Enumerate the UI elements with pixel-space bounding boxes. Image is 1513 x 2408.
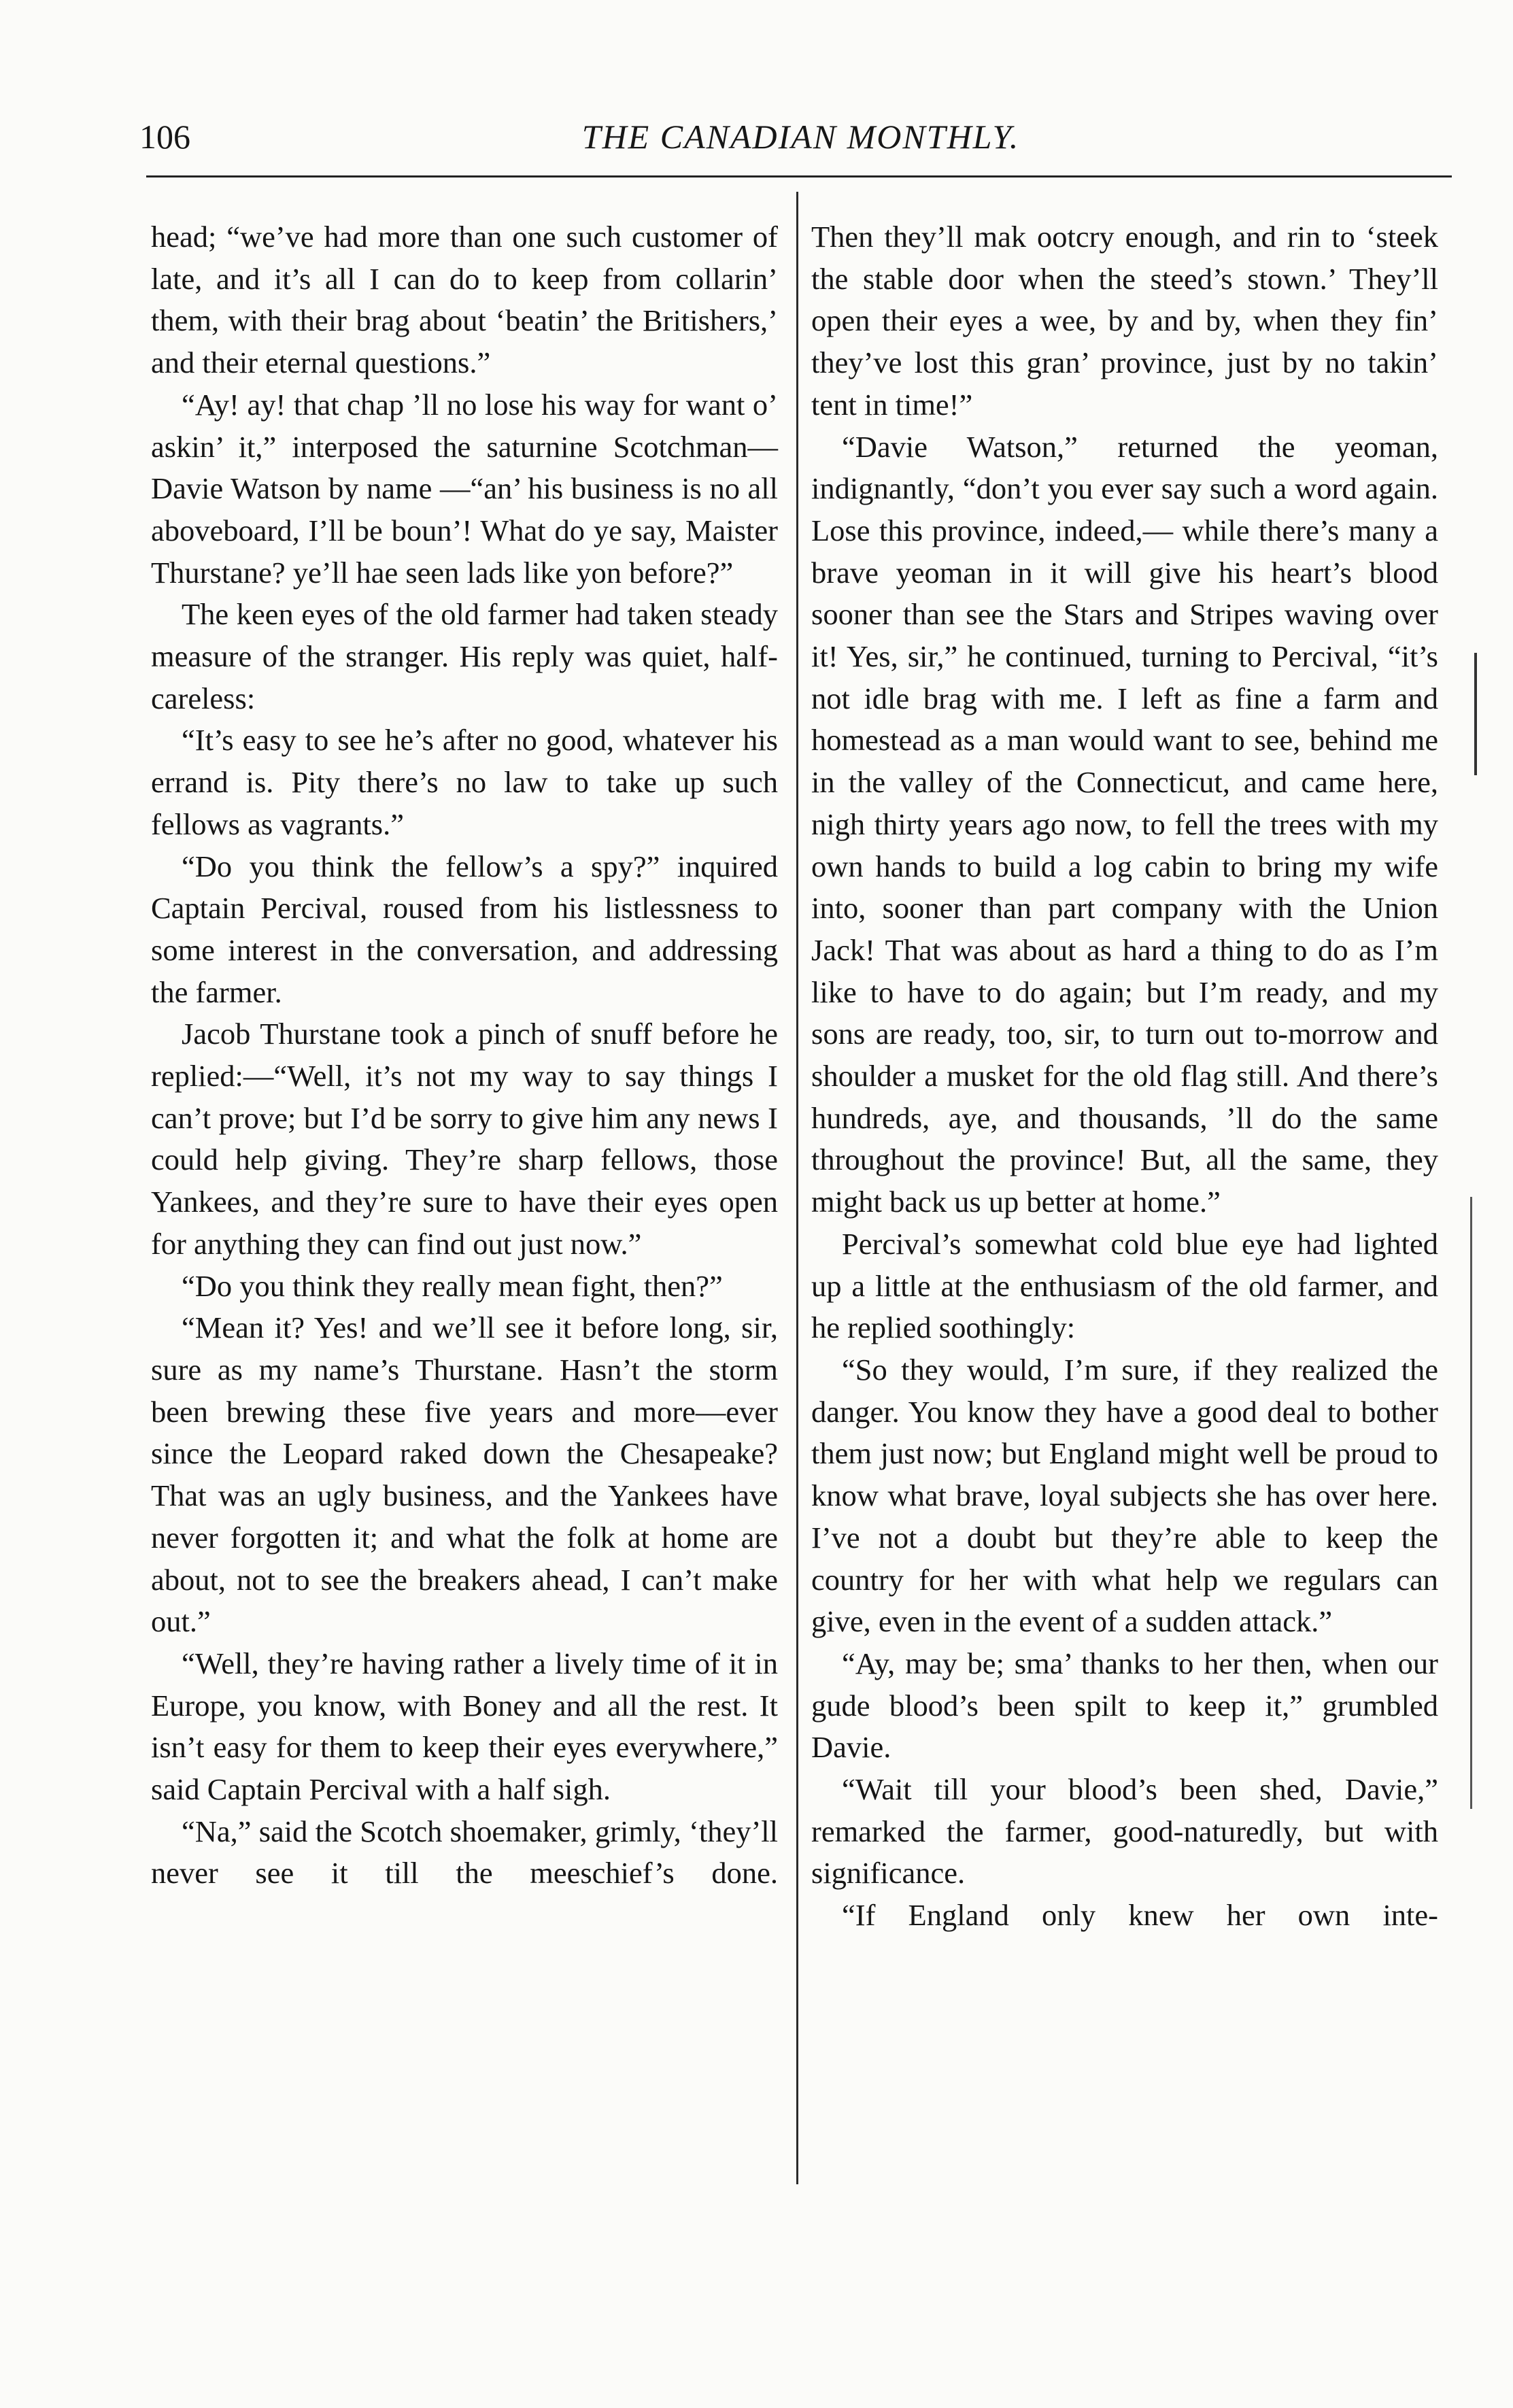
- paragraph: “Ay! ay! that chap ’ll no lose his way for want o’ askin’ it,” interposed the saturnine Scotchman—Davie Watson by name —“an’ his business is no all aboveboard, I’ll be boun’! What do ye say, Maister Thurstane? ye’ll hae seen lads like yon before?”: [151, 387, 778, 590]
- paragraph: Then they’ll mak ootcry enough, and rin to ‘steek the stable door when the steed’s stown.’ They’ll open their eyes a wee, by and by, when they fin’ they’ve lost this gran’ province, just by no takin’ tent in time!”: [811, 220, 1438, 422]
- paragraph: “Well, they’re having rather a lively time of it in Europe, you know, with Boney and all the rest. It isn’t easy for them to keep their eyes everywhere,” said Captain Percival with a half sigh.: [151, 1646, 778, 1807]
- paragraph: “Ay, may be; sma’ thanks to her then, when our gude blood’s been spilt to keep it,” grumbled Davie.: [811, 1646, 1438, 1765]
- paragraph: Jacob Thurstane took a pinch of snuff before he replied:—“Well, it’s not my way to say things I can’t prove; but I’d be sorry to give him any news I could help giving. They’re sharp fellows, those Yankees, and they’re sure to have their eyes open for anything they can find out just now.”: [151, 1017, 778, 1261]
- paragraph: head; “we’ve had more than one such customer of late, and it’s all I can do to keep from collarin’ them, with their brag about ‘beatin’ the Britishers,’ and their eternal questions.”: [151, 220, 778, 380]
- page-number: 106: [139, 118, 190, 156]
- right-column: [811, 216, 1438, 1937]
- header-rule: [146, 175, 1452, 177]
- paragraph: Percival’s somewhat cold blue eye had lighted up a little at the enthusiasm of the old farmer, and he replied soothingly:: [811, 1226, 1438, 1345]
- margin-mark: [1474, 653, 1477, 775]
- paragraph: “Do you think the fellow’s a spy?” inquired Captain Percival, roused from his listlessness to some interest in the conversation, and addressing the farmer.: [151, 849, 778, 1009]
- page-header: [139, 109, 1462, 163]
- paragraph: “Mean it? Yes! and we’ll see it before long, sir, sure as my name’s Thurstane. Hasn’t the storm been brewing these five years and more—ever since the Leopard raked down the Chesapeake? That was an ugly business, and the Yankees have never forgotten it; and what the folk at home are about, not to see the breakers ahead, I can’t make out.”: [151, 1310, 778, 1639]
- paragraph: “Davie Watson,” returned the yeoman, indignantly, “don’t you ever say such a word again. Lose this province, indeed,— while there’s many a brave yeoman in it will give his heart’s blood sooner than see the Stars and Stripes waving over it! Yes, sir,” he continued, turning to Percival, “it’s not idle brag with me. I left as fine a farm and homestead as a man would want to see, behind me in the valley of the Connecticut, and came here, nigh thirty years ago now, to fell the trees with my own hands to build a log cabin to bring my wife into, sooner than part company with the Union Jack! That was about as hard a thing to do as I’m like to have to do again; but I’m ready, and my sons are ready, too, sir, to turn out to-morrow and shoulder a musket for the old flag still. And there’s hundreds, aye, and thousands, ’ll do the same throughout the province! But, all the same, they might back us up better at home.”: [811, 429, 1438, 1219]
- column-divider: [796, 192, 798, 2184]
- paragraph: “So they would, I’m sure, if they realized the danger. You know they have a good deal to bother them just now; but England might well be proud to know what brave, loyal subjects she has over here. I’ve not a doubt but they’re able to keep the country for her with what help we regulars can give, even in the event of a sudden attack.”: [811, 1352, 1438, 1639]
- margin-mark: [1470, 1197, 1472, 1809]
- paragraph: “Na,” said the Scotch shoemaker, grimly, ‘they’ll never see it till the meeschief’s done.: [151, 1814, 778, 1890]
- paragraph: “It’s easy to see he’s after no good, whatever his errand is. Pity there’s no law to take up such fellows as vagrants.”: [151, 723, 778, 841]
- paragraph: “Do you think they really mean fight, then?”: [182, 1268, 723, 1303]
- paragraph: “If England only knew her own inte-: [842, 1898, 1438, 1933]
- paragraph: “Wait till your blood’s been shed, Davie,” remarked the farmer, good-naturedly, but with significance.: [811, 1772, 1438, 1890]
- paragraph: The keen eyes of the old farmer had taken steady measure of the stranger. His reply was quiet, half-careless:: [151, 597, 778, 715]
- running-title: THE CANADIAN MONTHLY.: [581, 118, 1020, 156]
- left-column: [151, 216, 778, 1895]
